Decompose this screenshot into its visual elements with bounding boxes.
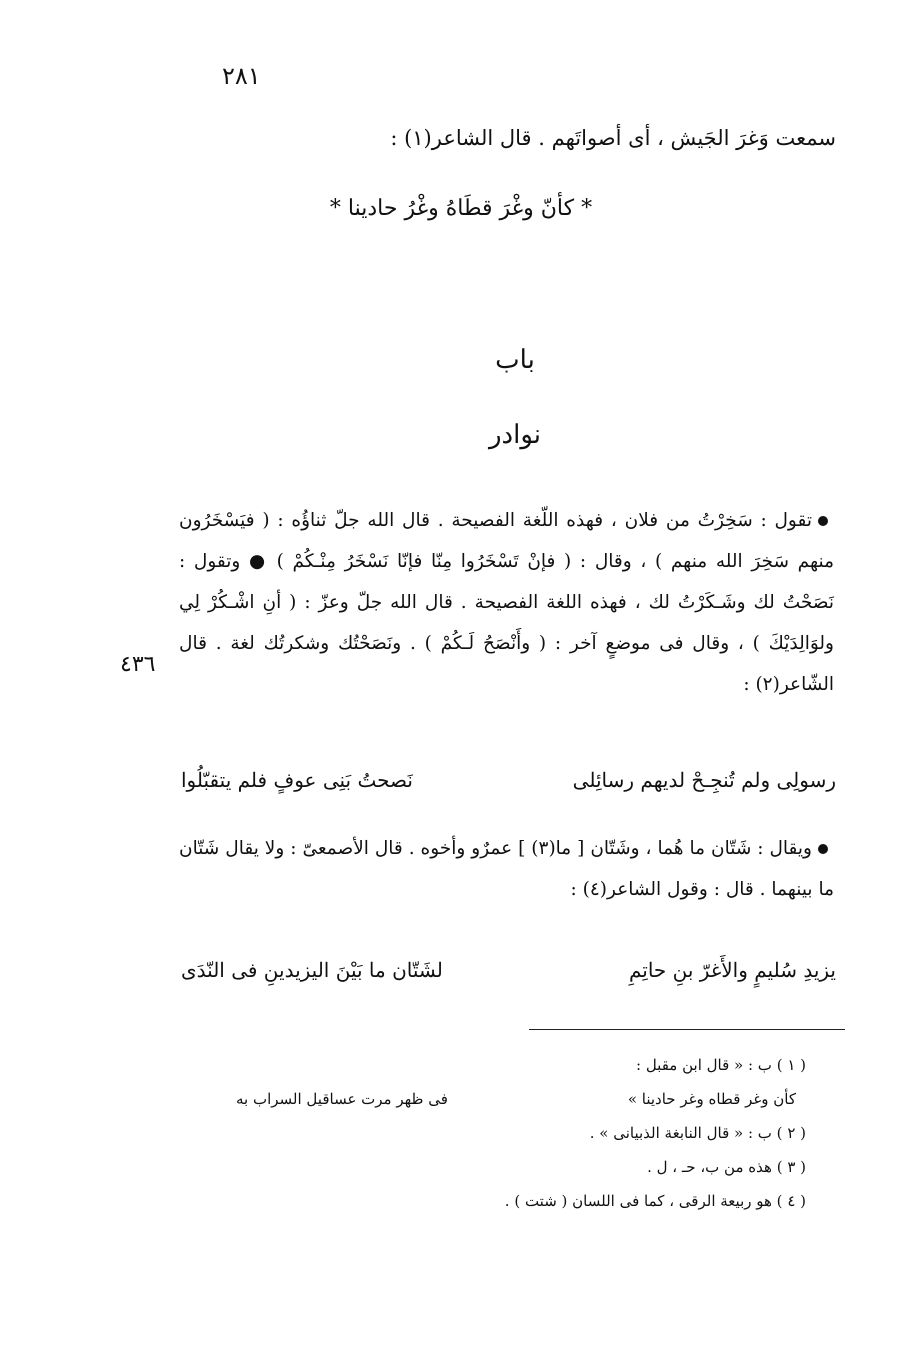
verse-1: [181, 768, 836, 792]
verse-1-first-hemistich: نَصحتُ بَنِى عوفٍ فلم يتقبّلُوا: [181, 768, 413, 792]
footnotes: [206, 1048, 806, 1218]
verse-1-second-hemistich: رسولِى ولم تُنجِـحْ لديهم رسائِلى: [572, 768, 836, 792]
opening-verse: * كأنّ وغْرَ قطَاهُ وغْرُ حادينا *: [329, 196, 593, 221]
paragraph-text: تقول : سَخِرْتُ من فلان ، فهذه اللّغة الفصيحة . قال الله جلّ ثناؤُه : ( فيَسْخَرُون منهم سَخِرَ الله منهم ) ، وقال : ( فإنْ تَسْخَرُوا مِنّا فإنّا نَسْخَرُ مِنْـكُمْ ) ● وتقول : نَصَحْتُ لك وشَـكَرْتُ لك ، فهذه اللغة الفصيحة . قال الله جلّ وعزّ : ( أنِ اشْـكُرْ لِي ولوَالِدَيْكَ ) ، وقال فى موضعٍ آخر : ( وأَنْصَحُ لَـكُمْ ) . ونَصَحْتُك وشكرتُك لغة . قال الشّاعر(٢) :: [179, 510, 834, 695]
opening-line: سمعت وَغرَ الجَيش ، أى أصواتَهم . قال الشاعر(١) :: [390, 126, 836, 150]
footnote-4: ( ٤ ) هو ربيعة الرقى ، كما فى اللسان ( شتت ) .: [504, 1192, 806, 1210]
bullet-marker: [818, 516, 828, 526]
paragraph-nawadir-2: [179, 828, 834, 910]
page-number: ٢٨١: [222, 62, 261, 90]
footnote-1-verse-first: فى ظهر مرت عساقيل السراب به: [236, 1090, 448, 1108]
chapter-title: نوادر: [488, 420, 542, 450]
bullet-marker: [818, 844, 828, 854]
verse-2: [181, 958, 836, 982]
footnote-1-verse: [236, 1082, 796, 1116]
paragraph-text: ويقال : شَتّان ما هُما ، وشَتّان [ ما(٣) ] عمرٌو وأخوه . قال الأصمعىّ : ولا يقال شَتّان ما بينهما . قال : وقول الشاعر(٤) :: [179, 838, 834, 900]
footnote-1: ( ١ ) ب : « قال ابن مقبل :: [636, 1056, 806, 1074]
footnote-3: ( ٣ ) هذه من ب، حـ ، ل .: [647, 1158, 806, 1176]
margin-number: ٤٣٦: [120, 652, 156, 677]
footnote-1-verse-second: كأن وغر قطاه وغر حادينا »: [627, 1090, 796, 1108]
paragraph-nawadir-1: [179, 500, 834, 705]
footnote-2: ( ٢ ) ب : « قال النابغة الذبيانى » .: [589, 1124, 806, 1142]
verse-2-second-hemistich: يزيدِ سُليمٍ والأَغرّ بنِ حاتِمِ: [628, 958, 836, 982]
verse-2-first-hemistich: لشَتّان ما بَيْنَ اليزيدينِ فى النّدَى: [181, 958, 443, 982]
footnote-divider: [529, 1029, 845, 1030]
chapter-label: باب: [495, 345, 535, 375]
